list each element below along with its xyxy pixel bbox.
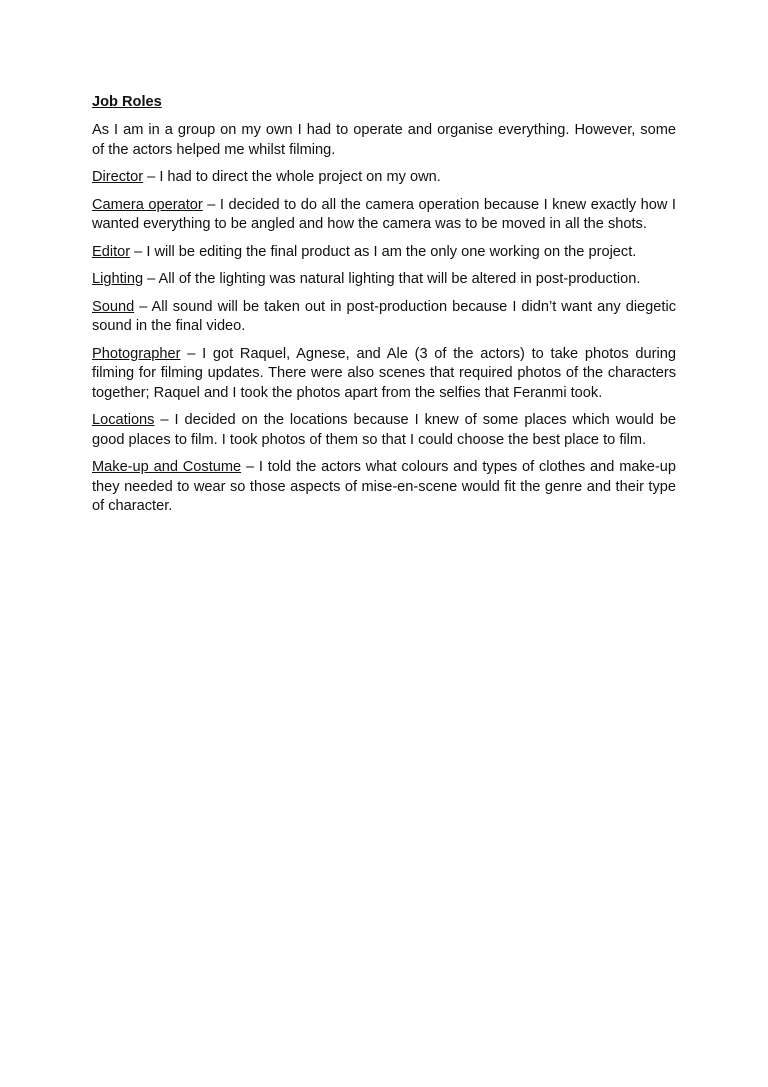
document-title: Job Roles: [92, 94, 162, 110]
role-description: – I decided on the locations because I knew of some places which would be good places to film. I took photos of them so that I could choose the best place to film.: [92, 412, 676, 448]
role-term: Sound: [92, 298, 135, 315]
role-description: – All of the lighting was natural lighting that will be altered in post-production.: [143, 271, 641, 287]
role-description: – All sound will be taken out in post-production because I didn’t want any diegetic sound in the final video.: [92, 298, 676, 334]
role-lighting: [92, 270, 676, 290]
role-description: – I will be editing the final product as I am the only one working on the project.: [130, 243, 637, 260]
role-photographer: [92, 345, 676, 404]
role-makeup-costume: [92, 458, 676, 517]
role-editor: [92, 243, 676, 263]
role-term: Camera operator: [92, 196, 203, 213]
role-description: – I got Raquel, Agnese, and Ale (3 of the actors) to take photos during filming for filming updates. There were also scenes that required photos of the characters together; Raquel and I took the photos apart from the selfies that Feranmi took.: [92, 345, 676, 401]
role-description: – I decided to do all the camera operation because I knew exactly how I wanted everything to be angled and how the camera was to be moved in all the shots.: [92, 196, 676, 232]
role-term: Photographer: [92, 345, 181, 362]
document-page: [92, 93, 676, 525]
role-term: Director: [92, 169, 144, 185]
role-term: Lighting: [92, 271, 144, 287]
role-term: Editor: [92, 243, 131, 260]
role-director: [92, 168, 676, 188]
role-locations: [92, 411, 676, 450]
intro-paragraph: As I am in a group on my own I had to operate and organise everything. However, some of the actors helped me whilst filming.: [92, 122, 676, 158]
role-description: – I told the actors what colours and types of clothes and make-up they needed to wear so those aspects of mise-en-scene would fit the genre and their type of character.: [92, 459, 676, 514]
role-description: – I had to direct the whole project on my own.: [143, 169, 441, 185]
role-camera-operator: [92, 196, 676, 235]
role-term: Locations: [92, 412, 155, 428]
role-sound: [92, 298, 676, 337]
role-term: Make-up and Costume: [92, 459, 242, 475]
